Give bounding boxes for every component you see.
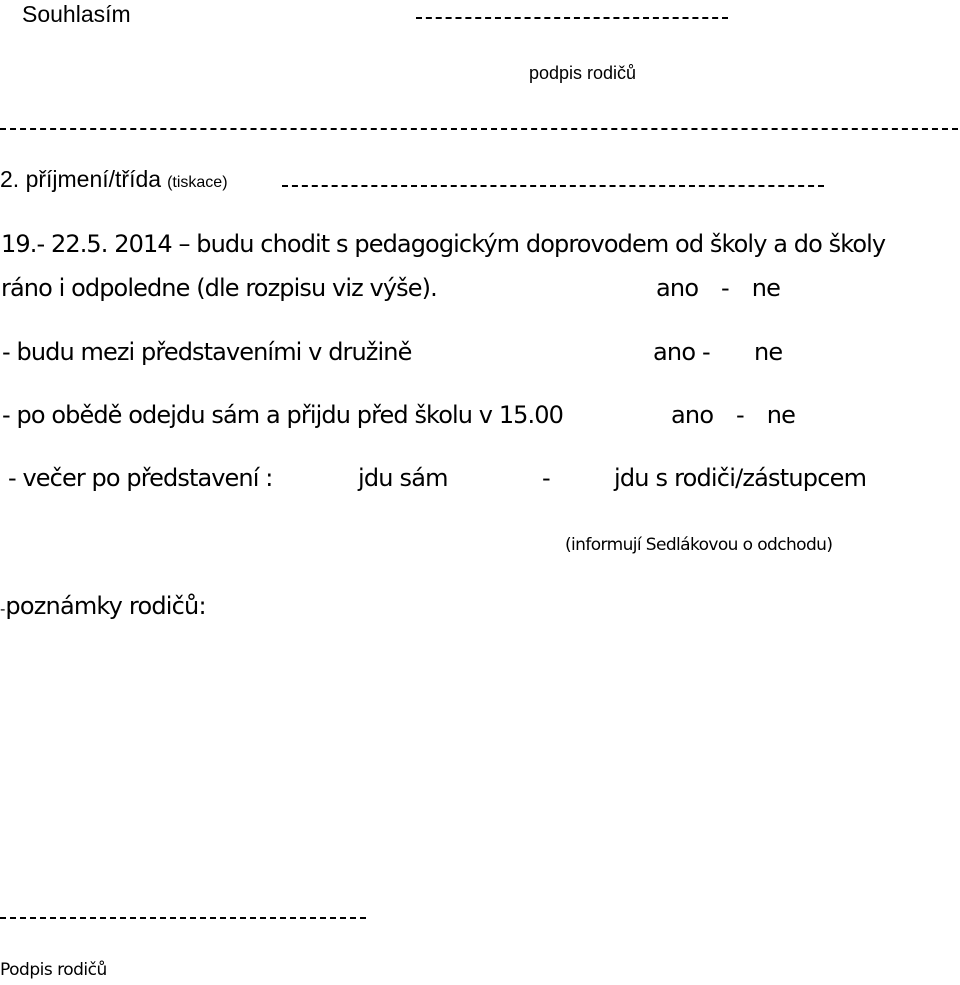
footer-signature-line[interactable] <box>0 917 366 919</box>
druzina-choice-yes[interactable]: ano - <box>653 338 710 366</box>
notes-area[interactable] <box>0 630 958 900</box>
consent-label: Souhlasím <box>22 1 131 27</box>
section2-title-hint: (tiskace) <box>167 174 228 191</box>
vecer-option-alone[interactable]: jdu sám <box>358 464 448 492</box>
consent-signature-line[interactable] <box>416 17 728 19</box>
intro-line-1: 19.- 22.5. 2014 – budu chodit s pedagogickým doprovodem od školy a do školy <box>1 230 886 258</box>
vecer-separator: - <box>542 464 551 492</box>
vecer-note: (informují Sedlákovou o odchodu) <box>565 535 833 555</box>
obed-choice[interactable]: ano - ne <box>671 401 796 429</box>
intro-choice[interactable]: ano - ne <box>656 274 781 302</box>
question-vecer: - večer po představení : <box>8 464 273 492</box>
section2-title <box>0 168 228 191</box>
section2-title-main: 2. příjmení/třída <box>0 166 162 192</box>
name-class-line[interactable] <box>282 185 824 187</box>
intro-line-2: ráno i odpoledne (dle rozpisu viz výše). <box>1 274 437 302</box>
footer-signature-caption: Podpis rodičů <box>0 960 107 980</box>
notes-label-text: poznámky rodičů: <box>5 592 206 620</box>
notes-dash: - <box>0 600 6 618</box>
notes-label <box>0 594 206 618</box>
druzina-choice-no[interactable]: ne <box>754 338 783 366</box>
question-obed: - po obědě odejdu sám a přijdu před školu v 15.00 <box>2 401 564 429</box>
consent-signature-caption: podpis rodičů <box>529 63 637 83</box>
vecer-option-parents[interactable]: jdu s rodiči/zástupcem <box>614 464 867 492</box>
cut-line <box>0 128 958 130</box>
question-druzina: - budu mezi představeními v družině <box>2 338 412 366</box>
